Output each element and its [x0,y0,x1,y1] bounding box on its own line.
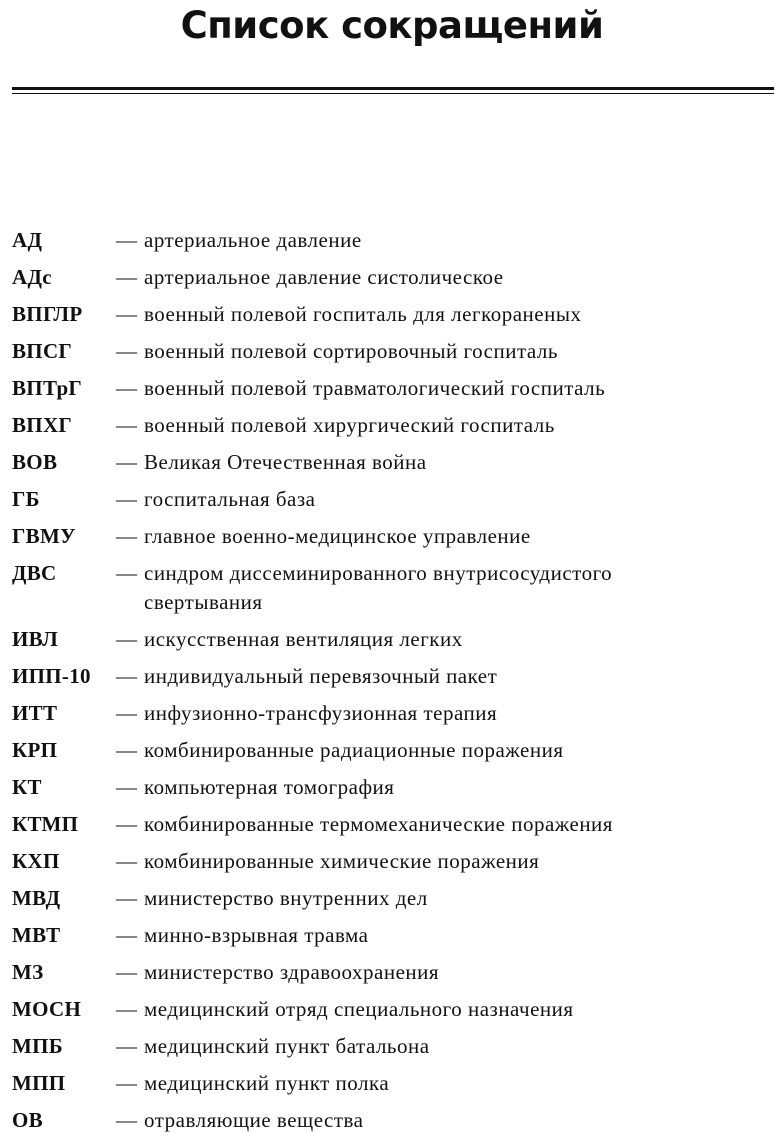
abbreviation-definition: военный полевой сортировочный госпиталь [144,339,558,363]
abbreviation-dash: — [116,775,137,799]
abbreviation-term: АД [12,228,43,252]
abbreviation-dash: — [116,228,137,252]
abbreviation-row [12,921,774,950]
abbreviation-term: КРП [12,738,58,762]
abbreviation-term: МВТ [12,923,61,947]
abbreviation-definition: комбинированные химические поражения [144,849,540,873]
abbreviation-dash: — [116,1071,137,1095]
abbreviation-dash: — [116,812,137,836]
title-rule-thick [12,87,774,90]
abbreviation-row [12,485,774,514]
abbreviation-definition: минно-взрывная травма [144,923,369,947]
abbreviation-term: ВПГЛР [12,302,83,326]
abbreviation-row [12,559,774,617]
abbreviation-dash: — [116,561,137,585]
abbreviation-row [12,625,774,654]
abbreviation-definition: госпитальная база [144,487,316,511]
abbreviation-term: ВПТрГ [12,376,83,400]
abbreviation-definition: инфузионно-трансфузионная терапия [144,701,498,725]
abbreviation-dash: — [116,302,137,326]
abbreviation-row [12,736,774,765]
abbreviation-list [12,226,774,1143]
abbreviation-dash: — [116,376,137,400]
abbreviation-row [12,810,774,839]
abbreviation-row [12,995,774,1024]
abbreviation-term: ВПСГ [12,339,73,363]
abbreviation-term: ИПП-10 [12,664,91,688]
abbreviation-definition: медицинский пункт полка [144,1071,390,1095]
abbreviation-term: МПП [12,1071,66,1095]
abbreviation-term: ГВМУ [12,524,76,548]
abbreviation-dash: — [116,701,137,725]
abbreviation-row [12,522,774,551]
abbreviation-definition: медицинский пункт батальона [144,1034,430,1058]
abbreviation-term: ГБ [12,487,40,511]
abbreviation-term: ОВ [12,1108,43,1132]
abbreviation-definition: отравляющие вещества [144,1108,364,1132]
abbreviation-term: АДс [12,265,52,289]
abbreviation-dash: — [116,923,137,947]
abbreviation-row [12,1069,774,1098]
abbreviation-definition: искусственная вентиляция легких [144,627,463,651]
abbreviation-row [12,337,774,366]
page-title: Список сокращений [180,4,604,47]
abbreviation-dash: — [116,960,137,984]
abbreviation-definition: военный полевой госпиталь для легкораненых [144,302,582,326]
abbreviation-term: ВОВ [12,450,58,474]
abbreviation-definition: артериальное давление систолическое [144,265,504,289]
title-rule-thin [12,93,774,94]
abbreviation-row [12,958,774,987]
abbreviation-term: ДВС [12,561,57,585]
abbreviation-term: МВД [12,886,61,910]
abbreviation-dash: — [116,413,137,437]
abbreviation-definition: комбинированные радиационные поражения [144,738,564,762]
abbreviation-dash: — [116,339,137,363]
abbreviation-term: МПБ [12,1034,63,1058]
abbreviation-definition: главное военно-медицинское управление [144,524,531,548]
abbreviation-definition: Великая Отечественная война [144,450,427,474]
abbreviation-row [12,411,774,440]
abbreviation-dash: — [116,450,137,474]
abbreviation-term: МЗ [12,960,44,984]
abbreviation-term: ИТТ [12,701,58,725]
abbreviation-dash: — [116,886,137,910]
abbreviation-term: ИВЛ [12,627,59,651]
abbreviation-definition: артериальное давление [144,228,362,252]
abbreviation-row [12,699,774,728]
abbreviation-definition: компьютерная томография [144,775,395,799]
abbreviation-dash: — [116,1034,137,1058]
abbreviation-term: КТМП [12,812,79,836]
abbreviation-row [12,662,774,691]
abbreviation-definition: военный полевой хирургический госпиталь [144,413,555,437]
abbreviation-dash: — [116,997,137,1021]
abbreviation-row [12,1106,774,1135]
abbreviation-row [12,448,774,477]
abbreviation-row [12,226,774,255]
abbreviation-dash: — [116,1108,137,1132]
abbreviation-definition: военный полевой травматологический госпиталь [144,376,606,400]
abbreviation-row [12,773,774,802]
abbreviation-dash: — [116,487,137,511]
abbreviation-definition: министерство внутренних дел [144,886,428,910]
abbreviation-row [12,884,774,913]
abbreviation-definition: синдром диссеминированного внутрисосудистого свертывания [144,561,613,614]
abbreviation-row [12,847,774,876]
abbreviation-row [12,300,774,329]
abbreviation-dash: — [116,664,137,688]
abbreviation-row [12,374,774,403]
abbreviation-row [12,1032,774,1061]
abbreviation-term: ВПХГ [12,413,73,437]
abbreviation-definition: комбинированные термомеханические поражения [144,812,613,836]
abbreviation-dash: — [116,524,137,548]
abbreviation-term: КХП [12,849,60,873]
abbreviation-dash: — [116,849,137,873]
abbreviation-term: МОСН [12,997,82,1021]
abbreviation-dash: — [116,627,137,651]
abbreviation-definition: министерство здравоохранения [144,960,440,984]
abbreviation-dash: — [116,265,137,289]
abbreviation-definition: медицинский отряд специального назначения [144,997,574,1021]
abbreviation-term: КТ [12,775,42,799]
abbreviation-row [12,263,774,292]
abbreviation-dash: — [116,738,137,762]
abbreviation-definition: индивидуальный перевязочный пакет [144,664,498,688]
